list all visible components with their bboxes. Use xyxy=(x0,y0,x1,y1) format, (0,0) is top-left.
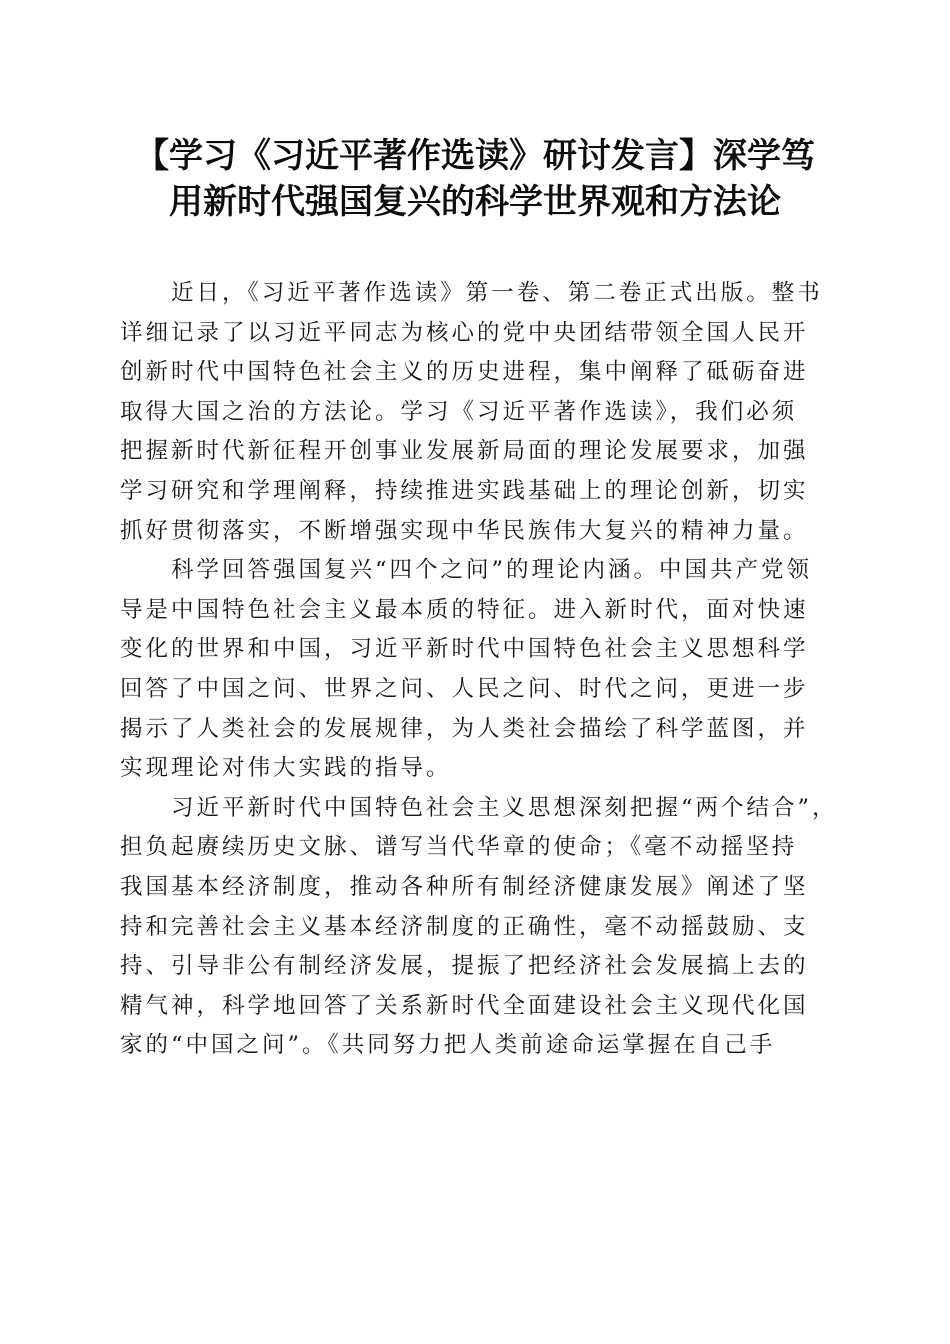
text-line: 抓好贯彻落实，不断增强实现中华民族伟大复兴的精神力量。 xyxy=(120,517,809,544)
text-line: 持和完善社会主义基本经济制度的正确性，毫不动摇鼓励、支 xyxy=(120,913,809,940)
text-line: 揭示了人类社会的发展规律，为人类社会描绘了科学蓝图，并 xyxy=(120,715,809,742)
title-line: 【学习《习近平著作选读》研讨发言】深学笃 xyxy=(135,136,815,176)
document-title xyxy=(110,133,840,225)
text-line: 导是中国特色社会主义最本质的特征。进入新时代，面对快速 xyxy=(120,596,809,623)
text-line: 科学回答强国复兴“四个之问”的理论内涵。中国共产党领 xyxy=(120,557,813,584)
text-line: 持、引导非公有制经济发展，提振了把经济社会发展搞上去的 xyxy=(120,953,809,980)
text-line: 详细记录了以习近平同志为核心的党中央团结带领全国人民开 xyxy=(120,319,809,346)
text-line: 创新时代中国特色社会主义的历史进程，集中阐释了砥砺奋进 xyxy=(120,359,809,386)
document-body xyxy=(120,274,838,1066)
paragraph-1 xyxy=(120,274,825,551)
text-line: 回答了中国之问、世界之问、人民之问、时代之问，更进一步 xyxy=(120,675,809,702)
text-line: 取得大国之治的方法论。学习《习近平著作选读》，我们必须 xyxy=(120,398,798,425)
text-line: 精气神，科学地回答了关系新时代全面建设社会主义现代化国 xyxy=(120,992,809,1019)
title-line: 用新时代强国复兴的科学世界观和方法论 xyxy=(169,182,781,222)
text-line: 家的“中国之问”。《共同努力把人类前途命运掌握在自己手 xyxy=(120,1032,776,1059)
text-line: 担负起赓续历史文脉、谱写当代华章的使命；《毫不动摇坚持 xyxy=(120,834,798,861)
text-line: 实现理论对伟大实践的指导。 xyxy=(120,755,452,782)
text-line: 把握新时代新征程开创事业发展新局面的理论发展要求，加强 xyxy=(120,438,809,465)
text-line: 近日，《习近平著作选读》第一卷、第二卷正式出版。整书 xyxy=(120,280,823,306)
text-line: 习近平新时代中国特色社会主义思想深刻把握“两个结合”， xyxy=(120,794,838,821)
text-line: 学习研究和学理阐释，持续推进实践基础上的理论创新，切实 xyxy=(120,477,809,504)
text-line: 我国基本经济制度，推动各种所有制经济健康发展》阐述了坚 xyxy=(120,873,809,900)
paragraph-3 xyxy=(120,789,838,1066)
text-line: 变化的世界和中国，习近平新时代中国特色社会主义思想科学 xyxy=(120,636,809,663)
paragraph-2 xyxy=(120,551,825,789)
